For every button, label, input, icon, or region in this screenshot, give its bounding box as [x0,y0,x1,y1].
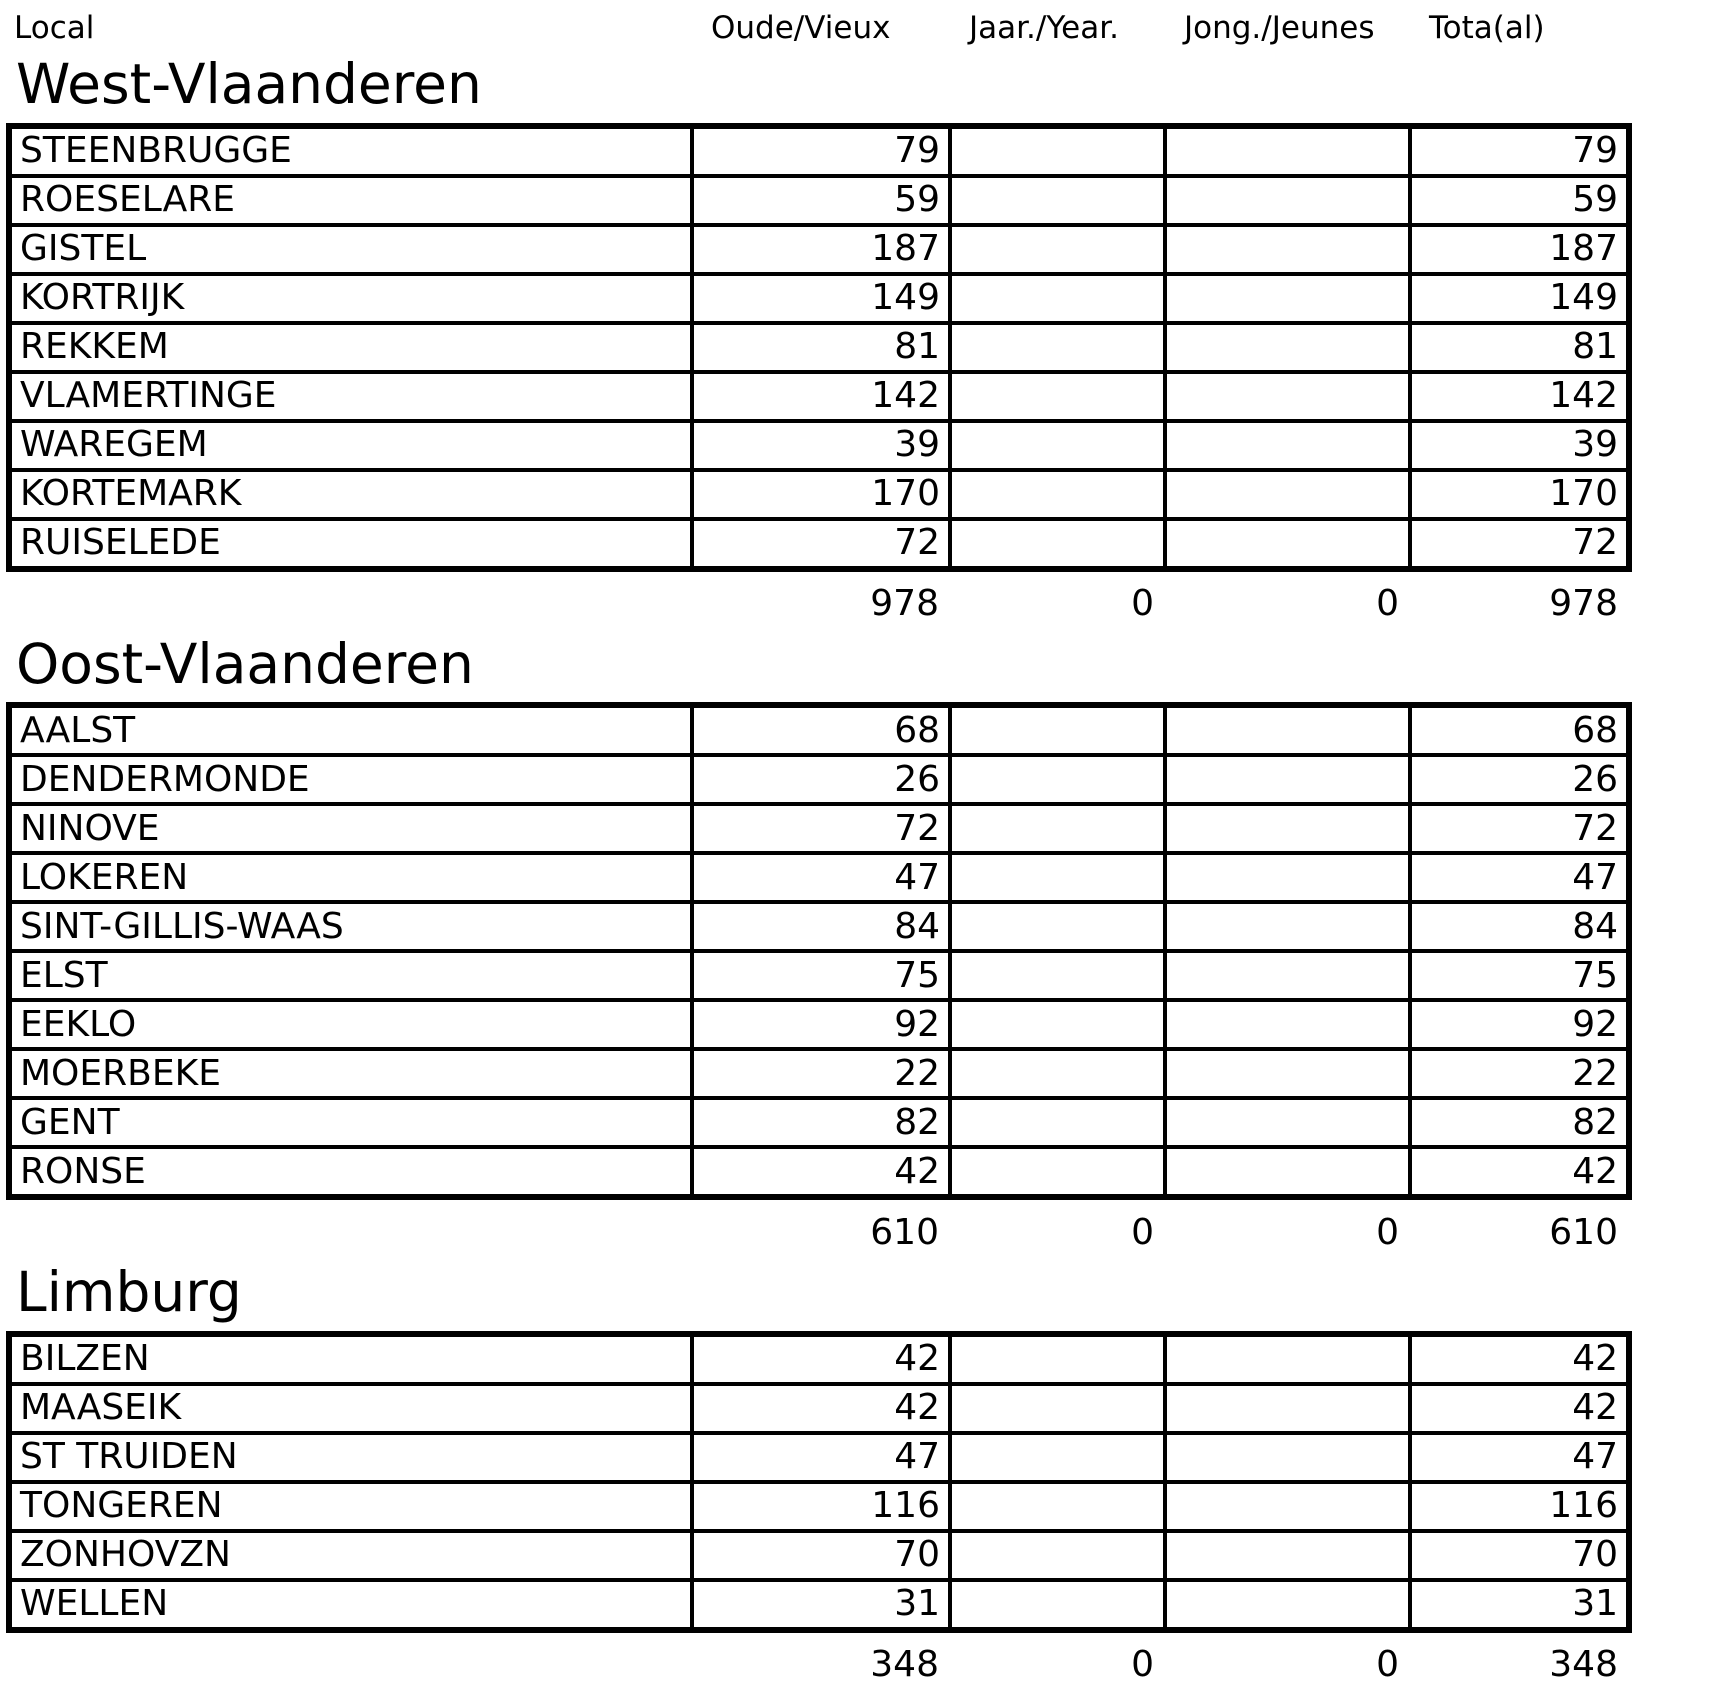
table-row [9,1531,1629,1580]
cell-oude-vieux: 72 [692,804,950,853]
cell-total: 79 [1410,126,1629,176]
cell-total: 59 [1410,176,1629,225]
cell-local: LOKEREN [9,853,692,902]
total-oude-vieux: 610 [870,1211,939,1253]
total-jong-jeunes: 0 [1376,583,1399,624]
table-row [9,470,1629,519]
cell-local: RUISELEDE [9,519,692,569]
cell-total: 84 [1410,902,1629,951]
cell-jaar-year [950,1147,1165,1197]
cell-total: 82 [1410,1098,1629,1147]
cell-jaar-year [950,902,1165,951]
cell-jaar-year [950,470,1165,519]
cell-local: ROESELARE [9,176,692,225]
cell-jong-jeunes [1165,755,1410,804]
table-row [9,1147,1629,1197]
cell-jong-jeunes [1165,804,1410,853]
cell-total: 22 [1410,1049,1629,1098]
cell-jaar-year [950,1098,1165,1147]
total-oude-vieux: 978 [870,583,939,624]
cell-jaar-year [950,1334,1165,1384]
cell-local: MOERBEKE [9,1049,692,1098]
table-row [9,902,1629,951]
cell-local: ELST [9,951,692,1000]
table-row [9,951,1629,1000]
column-header-local: Local [14,10,95,46]
cell-jaar-year [950,1482,1165,1531]
cell-local: KORTRIJK [9,274,692,323]
cell-local: GENT [9,1098,692,1147]
section-west-vlaanderen [0,54,1720,628]
section-title: Limburg [16,1260,242,1324]
cell-jong-jeunes [1165,372,1410,421]
cell-oude-vieux: 81 [692,323,950,372]
cell-jaar-year [950,176,1165,225]
cell-jaar-year [950,804,1165,853]
cell-local: GISTEL [9,225,692,274]
cell-jaar-year [950,1000,1165,1049]
data-table-west-vlaanderen [6,123,1632,572]
table-row [9,1000,1629,1049]
cell-local: STEENBRUGGE [9,126,692,176]
total-total: 348 [1549,1644,1618,1685]
cell-jaar-year [950,323,1165,372]
cell-local: TONGEREN [9,1482,692,1531]
table-row [9,853,1629,902]
cell-total: 72 [1410,519,1629,569]
cell-oude-vieux: 47 [692,853,950,902]
table-row [9,1433,1629,1482]
column-header-jong-jeunes: Jong./Jeunes [1184,10,1375,46]
section-oost-vlaanderen [0,631,1720,1257]
cell-local: NINOVE [9,804,692,853]
cell-jaar-year [950,1580,1165,1630]
cell-jong-jeunes [1165,176,1410,225]
cell-total: 70 [1410,1531,1629,1580]
cell-total: 68 [1410,705,1629,755]
cell-jong-jeunes [1165,1049,1410,1098]
cell-total: 170 [1410,470,1629,519]
cell-oude-vieux: 70 [692,1531,950,1580]
cell-jong-jeunes [1165,274,1410,323]
table-row [9,1580,1629,1630]
cell-jong-jeunes [1165,1384,1410,1433]
table-row [9,705,1629,755]
cell-local: WELLEN [9,1580,692,1630]
table-row [9,1098,1629,1147]
total-total: 978 [1549,583,1618,624]
cell-oude-vieux: 187 [692,225,950,274]
cell-jaar-year [950,1384,1165,1433]
cell-oude-vieux: 42 [692,1147,950,1197]
totals-row [6,1208,1720,1256]
cell-oude-vieux: 149 [692,274,950,323]
table-row [9,1482,1629,1531]
cell-jong-jeunes [1165,1433,1410,1482]
total-total: 610 [1549,1211,1618,1253]
cell-oude-vieux: 39 [692,421,950,470]
total-jong-jeunes: 0 [1376,1644,1399,1685]
cell-jong-jeunes [1165,902,1410,951]
cell-jong-jeunes [1165,1147,1410,1197]
cell-total: 31 [1410,1580,1629,1630]
column-header-total: Tota(al) [1429,10,1545,46]
cell-oude-vieux: 92 [692,1000,950,1049]
table-row [9,225,1629,274]
cell-total: 42 [1410,1384,1629,1433]
cell-total: 187 [1410,225,1629,274]
cell-local: DENDERMONDE [9,755,692,804]
cell-oude-vieux: 116 [692,1482,950,1531]
cell-total: 92 [1410,1000,1629,1049]
cell-oude-vieux: 170 [692,470,950,519]
column-headers [0,6,1720,50]
total-oude-vieux: 348 [870,1644,939,1685]
totals-row [6,1641,1720,1689]
data-table-limburg [6,1331,1632,1633]
cell-local: WAREGEM [9,421,692,470]
cell-oude-vieux: 75 [692,951,950,1000]
totals-row [6,580,1720,628]
cell-total: 75 [1410,951,1629,1000]
cell-oude-vieux: 26 [692,755,950,804]
cell-jong-jeunes [1165,1098,1410,1147]
section-limburg [0,1262,1720,1689]
cell-local: KORTEMARK [9,470,692,519]
cell-oude-vieux: 42 [692,1384,950,1433]
cell-local: ZONHOVZN [9,1531,692,1580]
cell-jong-jeunes [1165,126,1410,176]
cell-jong-jeunes [1165,225,1410,274]
cell-total: 26 [1410,755,1629,804]
table-row [9,126,1629,176]
cell-total: 42 [1410,1334,1629,1384]
cell-jaar-year [950,853,1165,902]
cell-local: RONSE [9,1147,692,1197]
cell-jong-jeunes [1165,853,1410,902]
total-jong-jeunes: 0 [1376,1211,1399,1253]
total-jaar-year: 0 [1131,583,1154,624]
cell-jong-jeunes [1165,1000,1410,1049]
total-jaar-year: 0 [1131,1211,1154,1253]
cell-jaar-year [950,1531,1165,1580]
table-row [9,755,1629,804]
cell-local: EEKLO [9,1000,692,1049]
cell-jaar-year [950,421,1165,470]
cell-oude-vieux: 84 [692,902,950,951]
cell-jaar-year [950,225,1165,274]
cell-total: 42 [1410,1147,1629,1197]
table-row [9,421,1629,470]
cell-jong-jeunes [1165,519,1410,569]
cell-jaar-year [950,1049,1165,1098]
cell-oude-vieux: 79 [692,126,950,176]
cell-oude-vieux: 68 [692,705,950,755]
cell-local: AALST [9,705,692,755]
cell-jong-jeunes [1165,323,1410,372]
cell-oude-vieux: 142 [692,372,950,421]
cell-oude-vieux: 42 [692,1334,950,1384]
cell-local: SINT-GILLIS-WAAS [9,902,692,951]
cell-oude-vieux: 82 [692,1098,950,1147]
table-row [9,1334,1629,1384]
cell-jong-jeunes [1165,1334,1410,1384]
cell-jaar-year [950,519,1165,569]
cell-jong-jeunes [1165,421,1410,470]
table-row [9,323,1629,372]
cell-oude-vieux: 72 [692,519,950,569]
cell-jaar-year [950,951,1165,1000]
section-title: Oost-Vlaanderen [16,631,474,696]
cell-jong-jeunes [1165,951,1410,1000]
cell-jaar-year [950,1433,1165,1482]
cell-total: 47 [1410,853,1629,902]
cell-jong-jeunes [1165,1531,1410,1580]
cell-local: BILZEN [9,1334,692,1384]
total-jaar-year: 0 [1131,1644,1154,1685]
cell-local: REKKEM [9,323,692,372]
column-header-oude-vieux: Oude/Vieux [711,10,891,46]
cell-local: MAASEIK [9,1384,692,1433]
cell-total: 142 [1410,372,1629,421]
cell-jong-jeunes [1165,1580,1410,1630]
cell-oude-vieux: 59 [692,176,950,225]
table-row [9,372,1629,421]
cell-local: ST TRUIDEN [9,1433,692,1482]
table-row [9,1384,1629,1433]
cell-jaar-year [950,126,1165,176]
cell-total: 39 [1410,421,1629,470]
cell-oude-vieux: 47 [692,1433,950,1482]
cell-jaar-year [950,372,1165,421]
cell-jong-jeunes [1165,470,1410,519]
cell-jaar-year [950,274,1165,323]
cell-jaar-year [950,705,1165,755]
table-row [9,519,1629,569]
cell-total: 116 [1410,1482,1629,1531]
cell-jong-jeunes [1165,705,1410,755]
cell-total: 149 [1410,274,1629,323]
table-row [9,804,1629,853]
cell-local: VLAMERTINGE [9,372,692,421]
section-title: West-Vlaanderen [16,52,482,116]
cell-total: 47 [1410,1433,1629,1482]
column-header-jaar-year: Jaar./Year. [969,10,1119,46]
cell-jong-jeunes [1165,1482,1410,1531]
cell-oude-vieux: 22 [692,1049,950,1098]
cell-oude-vieux: 31 [692,1580,950,1630]
table-row [9,274,1629,323]
data-table-oost-vlaanderen [6,702,1632,1200]
table-row [9,1049,1629,1098]
table-row [9,176,1629,225]
cell-jaar-year [950,755,1165,804]
cell-total: 81 [1410,323,1629,372]
cell-total: 72 [1410,804,1629,853]
